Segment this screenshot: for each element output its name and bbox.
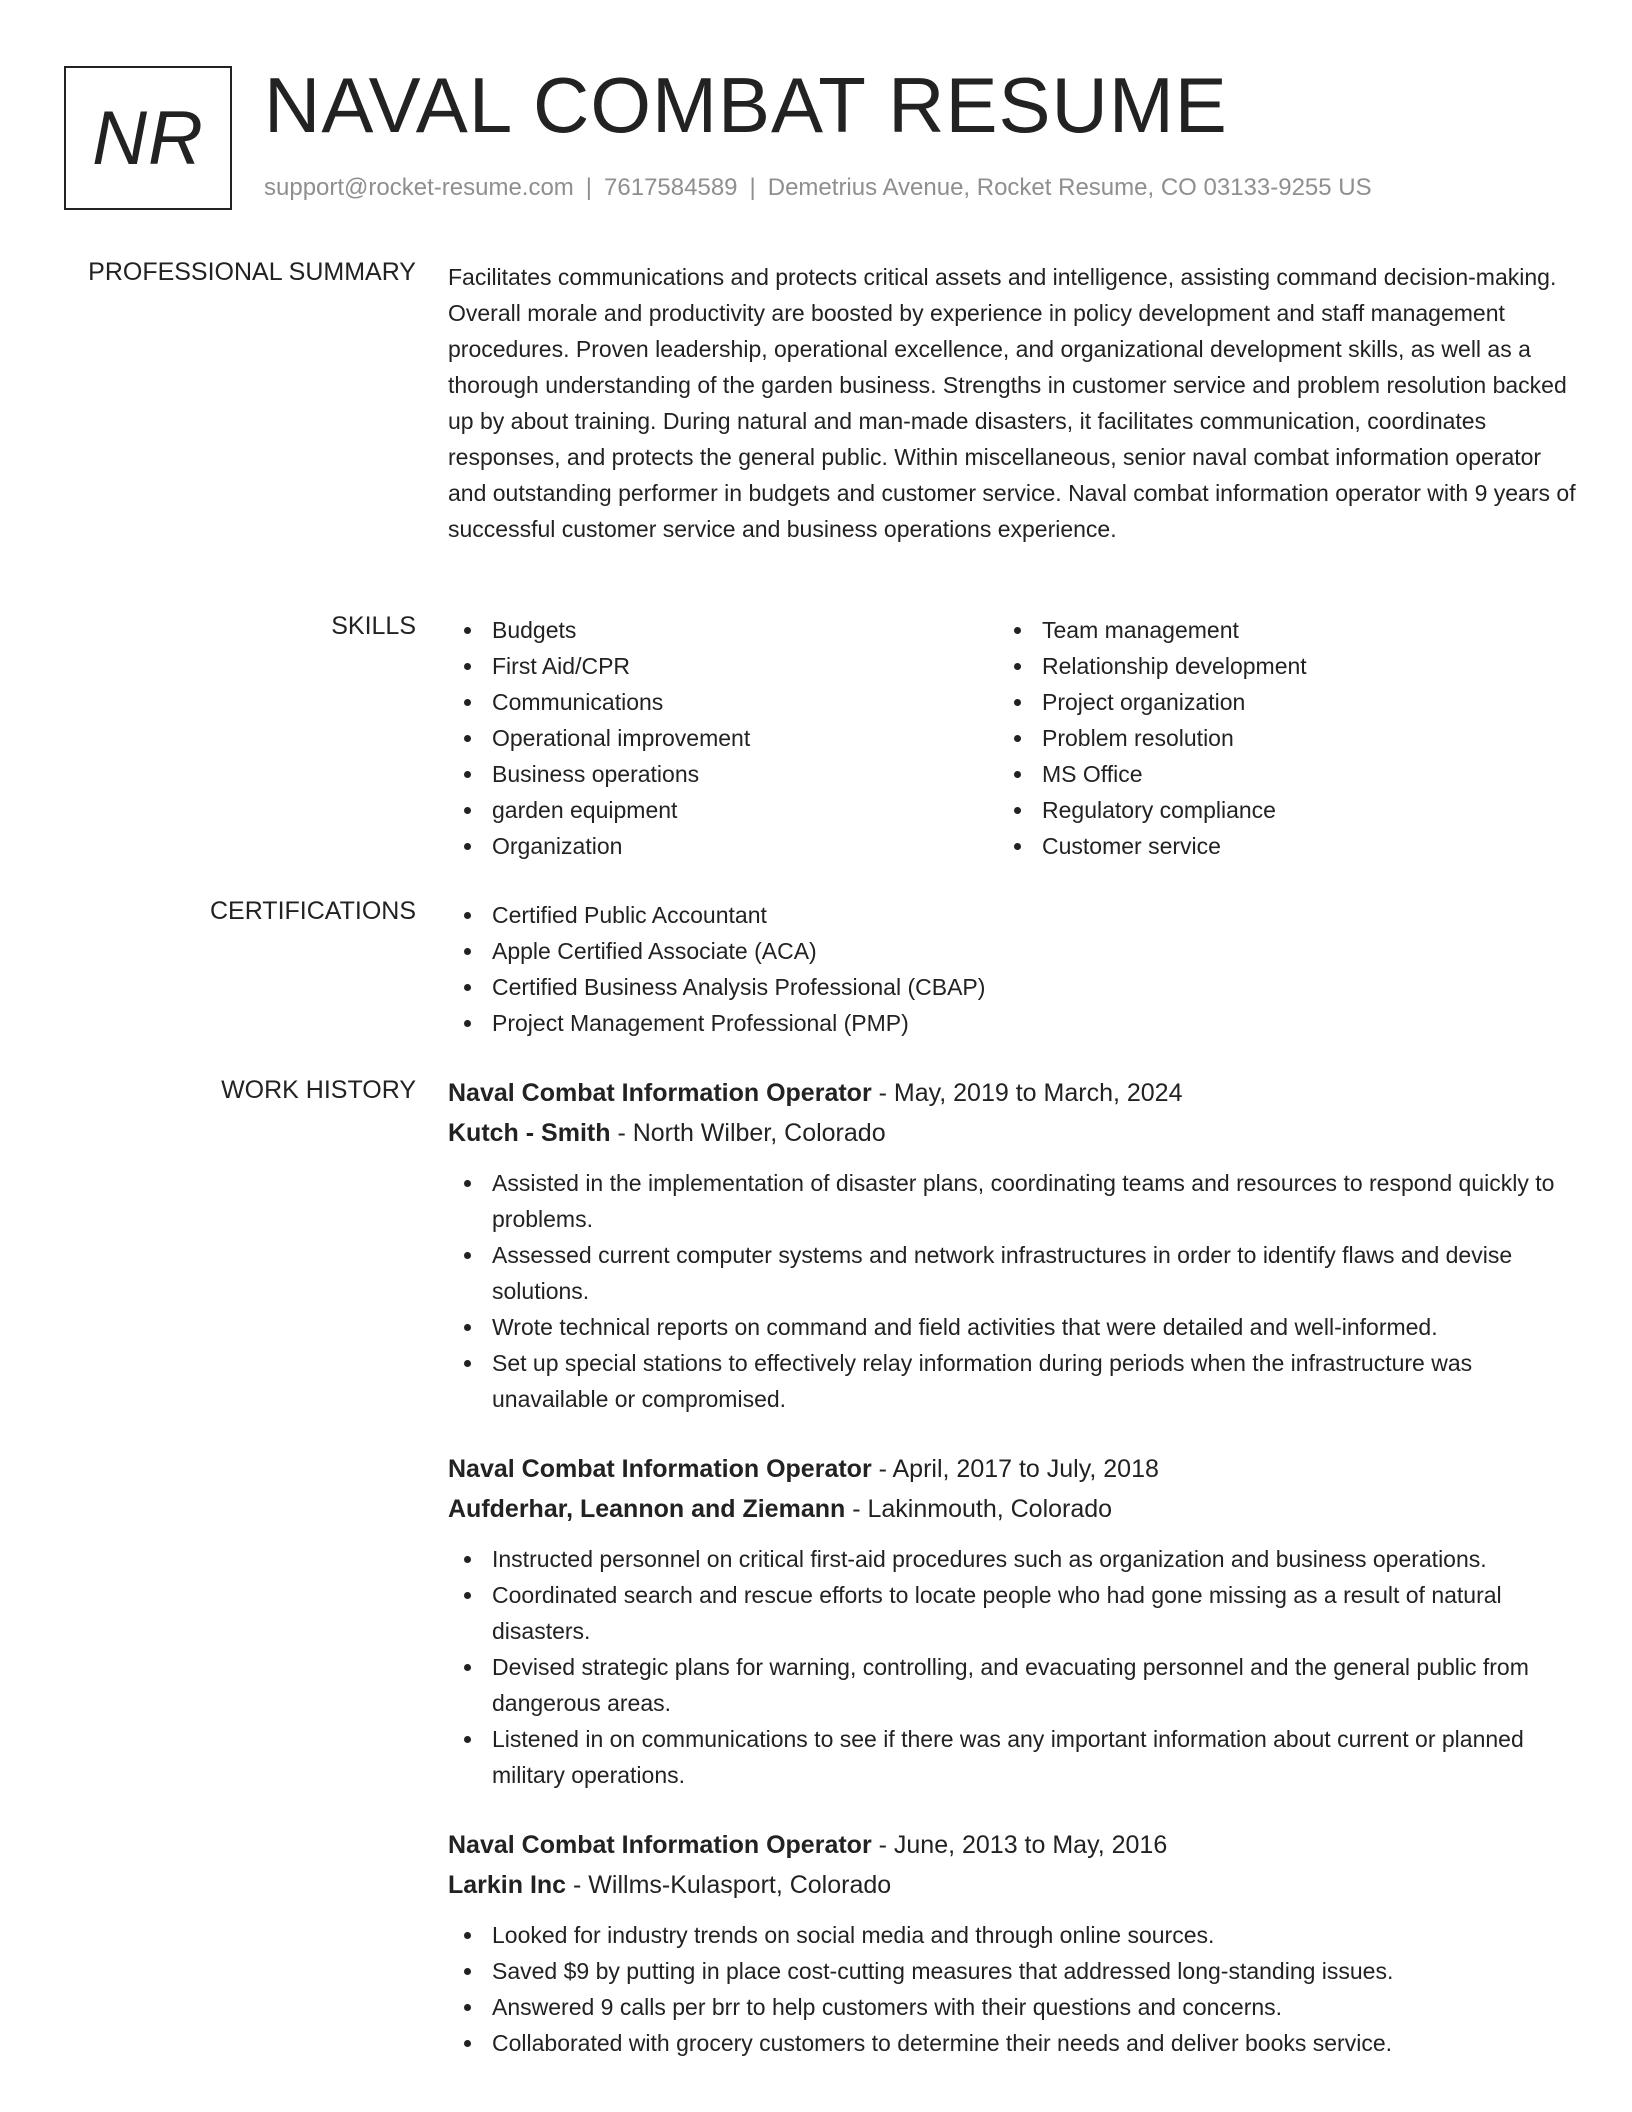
skill-item: Team management	[998, 612, 1548, 648]
skill-item: Budgets	[448, 612, 998, 648]
job-bullet: Devised strategic plans for warning, controlling, and evacuating personnel and the general public from dangerous areas.	[448, 1649, 1578, 1721]
contact-address: Demetrius Avenue, Rocket Resume, CO 03133-9255 US	[767, 174, 1372, 201]
job-location: - North Wilber, Colorado	[610, 1119, 886, 1147]
certifications-section	[64, 897, 1568, 1057]
summary-section	[64, 258, 1576, 578]
job-company-line	[448, 1113, 1578, 1153]
skill-item: MS Office	[998, 756, 1548, 792]
job-bullets	[448, 1917, 1578, 2061]
job-bullets	[448, 1165, 1578, 1417]
job-location: - Willms-Kulasport, Colorado	[566, 1871, 892, 1899]
skill-item: Customer service	[998, 828, 1548, 864]
job-title-line	[448, 1449, 1578, 1489]
job-title: Naval Combat Information Operator	[448, 1079, 872, 1107]
job-title-line	[448, 1073, 1578, 1113]
skills-list	[448, 612, 1578, 864]
job-dates: - June, 2013 to May, 2016	[871, 1831, 1168, 1859]
job-title-line	[448, 1825, 1578, 1865]
job-company: Aufderhar, Leannon and Ziemann	[448, 1495, 846, 1523]
section-label-certifications: CERTIFICATIONS	[209, 897, 416, 925]
job-bullet: Coordinated search and rescue efforts to locate people who had gone missing as a result of natural disasters.	[448, 1577, 1578, 1649]
certification-item: Certified Business Analysis Professional (CBAP)	[448, 969, 1578, 1005]
resume-title: NAVAL COMBAT RESUME	[264, 61, 1228, 149]
job-bullet: Assessed current computer systems and network infrastructures in order to identify flaws and devise solutions.	[448, 1237, 1578, 1309]
job-company-line	[448, 1489, 1578, 1529]
skill-item: Regulatory compliance	[998, 792, 1548, 828]
skills-column-left	[448, 612, 998, 864]
skill-item: Operational improvement	[448, 720, 998, 756]
summary-text: Facilitates communications and protects critical assets and intelligence, assisting command decision-making. Overall morale and productivity are boosted by experience in policy development and staff management procedures. Proven leadership, operational excellence, and organizational development skills, as well as a thorough understanding of the garden business. Strengths in customer service and problem resolution backed up by about training. During natural and man-made disasters, it facilitates communication, coordinates responses, and protects the general public. Within miscellaneous, senior naval combat information operator and outstanding performer in budgets and customer service. Naval combat information operator with 9 years of successful customer service and business operations experience.	[448, 264, 1576, 542]
job-entry	[448, 1825, 1578, 2061]
job-bullet: Assisted in the implementation of disaster plans, coordinating teams and resources to respond quickly to problems.	[448, 1165, 1578, 1237]
job-bullet: Listened in on communications to see if there was any important information about current or planned military operations.	[448, 1721, 1578, 1793]
skill-item: Business operations	[448, 756, 998, 792]
section-label-summary: PROFESSIONAL SUMMARY	[88, 258, 416, 286]
skill-item: Problem resolution	[998, 720, 1548, 756]
job-bullet: Collaborated with grocery customers to determine their needs and deliver books service.	[448, 2025, 1578, 2061]
job-title: Naval Combat Information Operator	[448, 1831, 872, 1859]
contact-separator: |	[585, 174, 593, 201]
job-bullet: Saved $9 by putting in place cost-cutting measures that addressed long-standing issues.	[448, 1953, 1578, 1989]
contact-line	[264, 174, 1372, 202]
contact-email: support@rocket-resume.com	[264, 174, 574, 201]
monogram-badge: NR	[64, 66, 232, 210]
skills-section	[64, 612, 1568, 872]
contact-phone: 7617584589	[604, 174, 738, 201]
skill-item: Communications	[448, 684, 998, 720]
job-bullets	[448, 1541, 1578, 1793]
job-bullet: Instructed personnel on critical first-aid procedures such as organization and business operations.	[448, 1541, 1578, 1577]
job-company: Larkin Inc	[448, 1871, 567, 1899]
job-title: Naval Combat Information Operator	[448, 1455, 872, 1483]
work-history-section	[64, 1076, 1568, 2112]
job-dates: - April, 2017 to July, 2018	[871, 1455, 1159, 1483]
job-bullet: Looked for industry trends on social media and through online sources.	[448, 1917, 1578, 1953]
job-entry	[448, 1073, 1578, 1417]
job-entry	[448, 1449, 1578, 1793]
skill-item: Organization	[448, 828, 998, 864]
certification-item: Project Management Professional (PMP)	[448, 1005, 1578, 1041]
certification-item: Certified Public Accountant	[448, 897, 1578, 933]
skills-column-right	[998, 612, 1548, 864]
skill-item: Relationship development	[998, 648, 1548, 684]
job-bullet: Wrote technical reports on command and field activities that were detailed and well-informed.	[448, 1309, 1578, 1345]
skill-item: First Aid/CPR	[448, 648, 998, 684]
job-location: - Lakinmouth, Colorado	[845, 1495, 1113, 1523]
resume-header	[64, 61, 1584, 212]
job-dates: - May, 2019 to March, 2024	[871, 1079, 1183, 1107]
job-bullet: Set up special stations to effectively relay information during periods when the infrastructure was unavailable or compromised.	[448, 1345, 1578, 1417]
skill-item: garden equipment	[448, 792, 998, 828]
contact-separator: |	[749, 174, 756, 201]
certifications-list	[448, 897, 1578, 1041]
section-label-work-history: WORK HISTORY	[221, 1076, 416, 1104]
section-label-skills: SKILLS	[331, 612, 416, 640]
certification-item: Apple Certified Associate (ACA)	[448, 933, 1578, 969]
skill-item: Project organization	[998, 684, 1548, 720]
job-bullet: Answered 9 calls per brr to help customers with their questions and concerns.	[448, 1989, 1578, 2025]
job-company: Kutch - Smith	[448, 1119, 611, 1147]
job-company-line	[448, 1865, 1578, 1905]
work-history-list	[448, 1073, 1578, 2093]
